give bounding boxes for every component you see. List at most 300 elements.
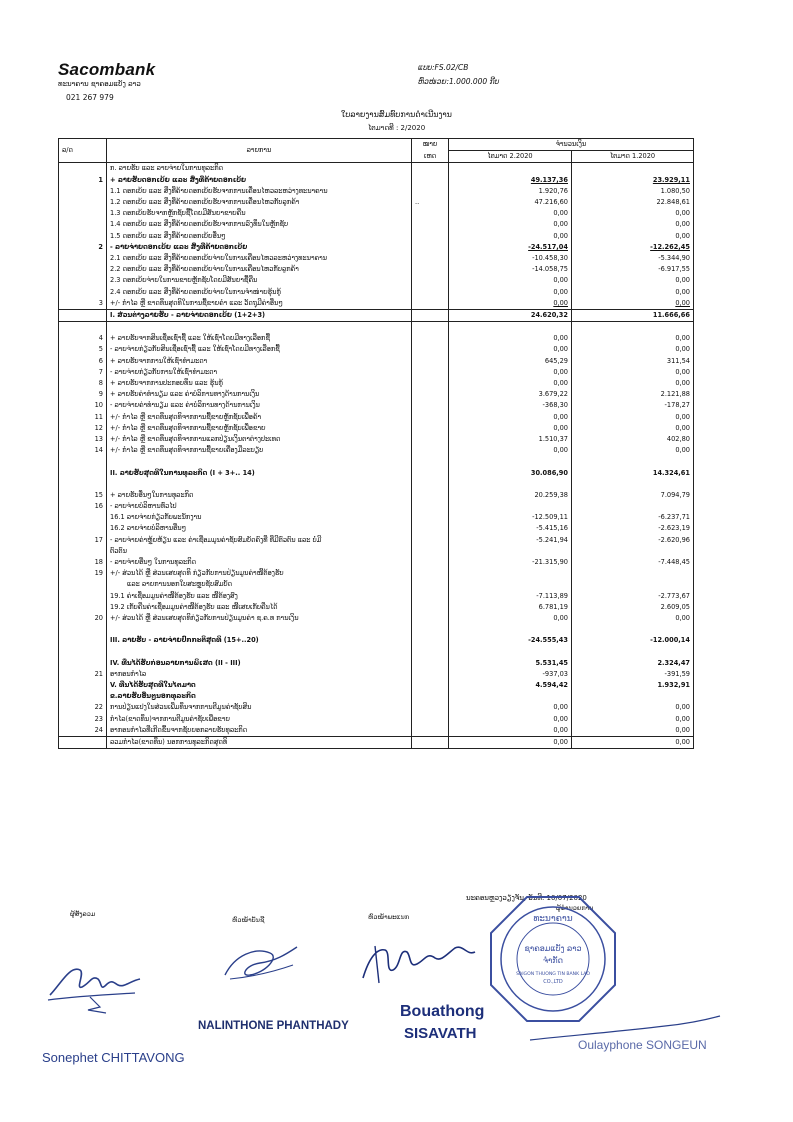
row-number (59, 197, 107, 208)
row-number (59, 646, 107, 657)
row-note (412, 389, 449, 400)
row-label: + ລາຍຮັບຄ່າທຳນຽມ ແລະ ຄ່າບໍລິການທາງດ້ານການເງິນ (107, 389, 412, 400)
unit-note: ຫົວໜ່ວຍ:1.000.000 ກີບ (418, 77, 500, 86)
table-row (59, 275, 694, 286)
row-number (59, 579, 107, 590)
row-value-q2 (449, 479, 572, 490)
table-row (59, 613, 694, 624)
signature-chief-accountant (215, 935, 305, 990)
row-number: 21 (59, 669, 107, 680)
row-value-q2: 30.086,90 (449, 467, 572, 478)
row-number: 1 (59, 175, 107, 186)
row-number: 5 (59, 344, 107, 355)
table-row (59, 322, 694, 334)
row-number (59, 736, 107, 748)
row-label: +/- ສ່ວນໄດ້ ຫຼື ສ່ວນເສຍສຸດທິກ່ຽວກັບການປ່ຽນມູນຄ່າ ຊ.ຄ.ທ ການເງິນ (107, 613, 412, 624)
row-note (412, 309, 449, 321)
row-value-q1: 23.929,11 (572, 175, 694, 186)
row-number (59, 635, 107, 646)
row-number: 9 (59, 389, 107, 400)
row-label: - ລາຍຈ່າຍກ່ຽວກັບການໃຫ້ເຊົ່າທຳມະດາ (107, 367, 412, 378)
row-note (412, 702, 449, 713)
row-label: ຂ.ລາຍຮັບອື່ນໆນອກທຸລະກິດ (107, 691, 412, 702)
row-note (412, 175, 449, 186)
row-label: II. ລາຍຮັບສຸດທິໃນການທຸລະກິດ (I + 3+.. 14) (107, 467, 412, 478)
row-label: + ລາຍຮັບຈາກສິນເຊື່ອເຊົ່າຊື້ ແລະ ໃຫ້ເຊົ່າໂດຍມີທາງເລືອກຊື້ (107, 333, 412, 344)
row-note (412, 186, 449, 197)
row-number (59, 467, 107, 478)
table-row (59, 669, 694, 680)
form-code: ແບບ:FS.02/CB (418, 63, 469, 72)
row-note (412, 501, 449, 512)
name-deputy-line-2: SISAVATH (404, 1025, 477, 1042)
row-value-q2: 6.781,19 (449, 602, 572, 613)
row-value-q2: 0,00 (449, 219, 572, 230)
row-number: 20 (59, 613, 107, 624)
row-number: 24 (59, 725, 107, 737)
row-value-q1: -391,59 (572, 669, 694, 680)
table-row (59, 175, 694, 186)
row-value-q1: 7.094,79 (572, 490, 694, 501)
table-row (59, 253, 694, 264)
name-director: Oulayphone SONGEUN (578, 1038, 707, 1052)
row-label: ລວມກຳໄລ(ຂາດທຶນ) ນອກການທຸລະກິດສຸດທິ (107, 736, 412, 748)
row-label: 19.1 ຄ່າເຊື່ອມມູນຄ່າໜີ້ຕ້ອງຮັບ ແລະ ໜີ້ຕ້ອງສົງ (107, 591, 412, 602)
row-note (412, 456, 449, 467)
table-row (59, 208, 694, 219)
row-number: 8 (59, 378, 107, 389)
table-row (59, 378, 694, 389)
row-note (412, 568, 449, 579)
table-row (59, 344, 694, 355)
row-value-q2 (449, 456, 572, 467)
bank-logo: Sacombank (58, 60, 156, 79)
row-label: - ລາຍຈ່າຍກ່ຽວກັບສິນເຊື່ອເຊົ່າຊື້ ແລະ ໃຫ້ເຊົ່າໂດຍມີທາງເລືອກຊື້ (107, 344, 412, 355)
table-row (59, 242, 694, 253)
row-number (59, 286, 107, 297)
row-label: IV. ທືນໄດ້ຮັບກ່ອນລາຍການພິເສດ (II - III) (107, 658, 412, 669)
table-row (59, 579, 694, 590)
row-value-q2: 0,00 (449, 344, 572, 355)
row-value-q2 (449, 501, 572, 512)
row-value-q1: 1.080,50 (572, 186, 694, 197)
table-row (59, 546, 694, 557)
row-value-q1: 402,80 (572, 434, 694, 445)
table-row (59, 412, 694, 423)
row-number (59, 231, 107, 242)
row-number (59, 523, 107, 534)
row-value-q2: 1.510,37 (449, 434, 572, 445)
row-number (59, 591, 107, 602)
row-label: ແລະ ລາຍການນອກໃບສະຫຼຸບຊັບສົມບັດ (107, 579, 412, 590)
row-label: 1.4 ດອກເບ້ຍ ແລະ ສິ່ງທີ່ຄ້າຍດອກເບ້ຍຮັບຈາກການລົງທຶນໃນຫຼັກຊັບ (107, 219, 412, 230)
row-number (59, 186, 107, 197)
row-label: + ລາຍຮັບອື່ນໆໃນການທຸລະກິດ (107, 490, 412, 501)
row-number: 15 (59, 490, 107, 501)
row-value-q1: -7.448,45 (572, 557, 694, 568)
row-number (59, 691, 107, 702)
row-value-q2: 0,00 (449, 286, 572, 297)
row-value-q1: 22.848,61 (572, 197, 694, 208)
row-value-q2 (449, 646, 572, 657)
table-row (59, 691, 694, 702)
table-row (59, 714, 694, 725)
row-number (59, 624, 107, 635)
label-chief-accountant: ຫົວໜ້າບັນຊີ (232, 916, 265, 924)
table-row (59, 264, 694, 275)
row-note (412, 242, 449, 253)
table-row (59, 736, 694, 748)
table-row (59, 725, 694, 737)
row-value-q2: 0,00 (449, 702, 572, 713)
income-statement-table (58, 138, 694, 749)
row-number: 18 (59, 557, 107, 568)
row-note (412, 624, 449, 635)
table-row (59, 298, 694, 310)
row-note (412, 535, 449, 546)
row-label (107, 646, 412, 657)
row-label: +/- ກຳໄລ ຫຼື ຂາດທຶນສຸດທິໃນການຊື້ຂາຍຄຳ ແລະ ວັດຖຸມີຄ່າອື່ນໆ (107, 298, 412, 310)
row-note (412, 253, 449, 264)
table-row (59, 535, 694, 546)
table-row (59, 356, 694, 367)
name-chief-accountant: NALINTHONE PHANTHADY (198, 1020, 349, 1032)
row-label: - ລາຍຈ່າຍຄ່າຫຼຸ້ຍຫ້ຽນ ແລະ ຄ່າເຊື່ອມມູນຄ່າຊັບສົມບັດຄົງທີ່ ທີ່ມີຕົວຕົນ ແລະ ບໍ່ມີ (107, 535, 412, 546)
row-value-q1: 0,00 (572, 445, 694, 456)
row-value-q2: 0,00 (449, 367, 572, 378)
row-value-q1: 2.121,88 (572, 389, 694, 400)
table-row (59, 624, 694, 635)
row-note (412, 714, 449, 725)
row-note (412, 412, 449, 423)
row-value-q2: -7.113,89 (449, 591, 572, 602)
table-row (59, 367, 694, 378)
row-note (412, 163, 449, 175)
row-note (412, 669, 449, 680)
row-value-q2 (449, 568, 572, 579)
row-label: - ລາຍຈ່າຍຄ່າທຳນຽມ ແລະ ຄ່າບໍລິການທາງດ້ານການເງິນ (107, 400, 412, 411)
row-label: +/- ສ່ວນໄດ້ ຫຼື ສ່ວນເສຍສຸດທິ ກ່ຽວກັບການປ່ຽນມູນຄ່າໜີ້ຕ້ອງຮັບ (107, 568, 412, 579)
row-value-q2: 1.920,76 (449, 186, 572, 197)
row-value-q1: -2.623,19 (572, 523, 694, 534)
row-number: 4 (59, 333, 107, 344)
row-label: + ລາຍຮັບຈາກການໃຫ້ເຊົ່າທຳມະດາ (107, 356, 412, 367)
row-note (412, 219, 449, 230)
row-value-q1 (572, 624, 694, 635)
row-number (59, 602, 107, 613)
row-value-q2: 5.531,45 (449, 658, 572, 669)
row-number: 23 (59, 714, 107, 725)
row-value-q2: 645,29 (449, 356, 572, 367)
table-row (59, 658, 694, 669)
row-value-q2: 0,00 (449, 378, 572, 389)
table-row (59, 568, 694, 579)
table-row (59, 400, 694, 411)
row-note (412, 523, 449, 534)
row-label: 19.2 ເກັບຄືນຄ່າເຊື່ອມມູນຄ່າໜີ້ຕ້ອງຮັບ ແລະ ໜີ້ເສຍເກັບຄືນໄດ້ (107, 602, 412, 613)
row-value-q2: -5.415,16 (449, 523, 572, 534)
row-value-q2: -937,03 (449, 669, 572, 680)
row-number: 14 (59, 445, 107, 456)
report-period: ໄຕມາດທີ : 2/2020 (367, 124, 426, 132)
signature-preparer (40, 955, 150, 1015)
row-value-q2 (449, 691, 572, 702)
row-value-q2 (449, 624, 572, 635)
table-row (59, 512, 694, 523)
row-label: + ລາຍຮັບດອກເບ້ຍ ແລະ ສິ່ງທີ່ຄ້າຍດອກເບ້ຍ (107, 175, 412, 186)
row-label: 2.4 ດອກເບ້ຍ ແລະ ສິ່ງທີ່ຄ້າຍດອກເບ້ຍຈ່າຍໃນການຈຳໜ່າຍຮຸ້ນກູ້ (107, 286, 412, 297)
header-q2: ໄຕມາດ 2.2020 (449, 151, 572, 163)
table-row (59, 479, 694, 490)
row-value-q1: 0,00 (572, 219, 694, 230)
row-label: - ລາຍຈ່າຍບໍລິຫານທົ່ວໄປ (107, 501, 412, 512)
table-row (59, 434, 694, 445)
row-number: 16 (59, 501, 107, 512)
row-label: - ລາຍຈ່າຍອື່ນໆ ໃນການທຸລະກິດ (107, 557, 412, 568)
row-value-q1: 0,00 (572, 613, 694, 624)
row-note (412, 646, 449, 657)
row-note (412, 591, 449, 602)
row-label: ກຳໄລ(ຂາດທຶນ)ຈາກການຕີມູນຄ່າຊັບເພື່ອຂາຍ (107, 714, 412, 725)
row-value-q1: 0,00 (572, 298, 694, 310)
stamp-ltd-text: ຈຳກັດ (542, 956, 564, 965)
row-number (59, 253, 107, 264)
row-value-q2: 0,00 (449, 208, 572, 219)
row-value-q1 (572, 646, 694, 657)
stamp-top-text: ທະນາຄານ (533, 914, 573, 924)
row-value-q1: -2.620,96 (572, 535, 694, 546)
header-no: ລ/ດ (59, 139, 107, 163)
row-value-q1: 0,00 (572, 333, 694, 344)
row-value-q1: 0,00 (572, 423, 694, 434)
table-row (59, 501, 694, 512)
row-label: +/- ກຳໄລ ຫຼື ຂາດທຶນສຸດທິຈາກການແລກປ່ຽນເງິນຕາຕ່າງປະເທດ (107, 434, 412, 445)
row-value-q2: 0,00 (449, 714, 572, 725)
row-value-q1: 14.324,61 (572, 467, 694, 478)
row-value-q2: -5.241,94 (449, 535, 572, 546)
row-value-q2: 0,00 (449, 275, 572, 286)
row-note (412, 602, 449, 613)
row-number: 2 (59, 242, 107, 253)
row-note (412, 208, 449, 219)
row-value-q1: 0,00 (572, 286, 694, 297)
row-label: ອາກອນກຳໄລທີ່ເກີດຂຶ້ນຈາກຊັບຍອກລາຍຮັບທຸລະກິດ (107, 725, 412, 737)
row-number (59, 163, 107, 175)
name-preparer: Sonephet CHITTAVONG (42, 1050, 185, 1065)
table-row (59, 680, 694, 691)
row-number (59, 309, 107, 321)
row-value-q2: -368,30 (449, 400, 572, 411)
row-note (412, 546, 449, 557)
report-title: ໃບລາຍງານສົມທົບການດຳເນີນງານ (341, 110, 452, 119)
row-label: 1.5 ດອກເບ້ຍ ແລະ ສິ່ງທີ່ຄ້າຍດອກເບ້ຍອື່ນໆ (107, 231, 412, 242)
table-row (59, 333, 694, 344)
header-item: ລາຍການ (107, 139, 412, 163)
row-note (412, 658, 449, 669)
row-note (412, 275, 449, 286)
signature-deputy (355, 928, 495, 988)
row-label: - ລາຍຈ່າຍດອກເບ້ຍ ແລະ ສິ່ງທີ່ຄ້າຍດອກເບ້ຍ (107, 242, 412, 253)
row-note (412, 512, 449, 523)
header-note-1: ໝາຍ (412, 139, 449, 151)
row-label: 1.2 ດອກເບ້ຍ ແລະ ສິ່ງທີ່ຄ້າຍດອກເບ້ຍຮັບຈາກການເຄື່ອນໄຫວກັບລູກຄ້າ (107, 197, 412, 208)
row-value-q2: 0,00 (449, 298, 572, 310)
row-note (412, 579, 449, 590)
row-value-q2: -24.517,04 (449, 242, 572, 253)
row-label: ຕົວຕົນ (107, 546, 412, 557)
row-number: 12 (59, 423, 107, 434)
row-value-q1: 0,00 (572, 367, 694, 378)
row-label: ກ. ລາຍຮັບ ແລະ ລາຍຈ່າຍໃນການທຸລະກິດ (107, 163, 412, 175)
row-value-q1: 0,00 (572, 702, 694, 713)
row-label: +/- ກຳໄລ ຫຼື ຂາດທຶນສຸດທິຈາກການຊື້ຂາຍຫຼັກຊັບເພື່ອຂາຍ (107, 423, 412, 434)
table-row (59, 591, 694, 602)
table-row (59, 456, 694, 467)
table-row (59, 286, 694, 297)
row-number: 10 (59, 400, 107, 411)
row-value-q2: -12.509,11 (449, 512, 572, 523)
row-note (412, 367, 449, 378)
row-value-q2: -21.315,90 (449, 557, 572, 568)
row-note (412, 400, 449, 411)
row-value-q1: 2.609,05 (572, 602, 694, 613)
row-note (412, 378, 449, 389)
row-value-q2: 0,00 (449, 725, 572, 737)
row-note (412, 298, 449, 310)
row-note (412, 286, 449, 297)
row-value-q1 (572, 691, 694, 702)
row-label: + ລາຍຮັບຈາກການປະກອບທຶນ ແລະ ຮຸ້ນກູ້ (107, 378, 412, 389)
row-value-q2 (449, 579, 572, 590)
row-label: I. ສ່ວນຕ່າງລາຍຮັບ - ລາຍຈ່າຍດອກເບ້ຍ (1+2+3) (107, 309, 412, 321)
name-deputy-line-1: Bouathong (400, 1003, 485, 1020)
row-value-q1 (572, 501, 694, 512)
row-label (107, 479, 412, 490)
row-value-q2: 20.259,38 (449, 490, 572, 501)
row-label: 1.1 ດອກເບ້ຍ ແລະ ສິ່ງທີ່ຄ້າຍດອກເບ້ຍຮັບຈາກການເຄື່ອນໄຫວລະຫວ່າງທະນາຄານ (107, 186, 412, 197)
row-value-q1 (572, 322, 694, 334)
row-note (412, 322, 449, 334)
label-director: ຜູ້ອຳນວຍການ (556, 904, 594, 912)
row-number (59, 219, 107, 230)
row-value-q1: 0,00 (572, 231, 694, 242)
row-value-q2: 0,00 (449, 613, 572, 624)
row-label: ການປ່ຽນແປງໃນສ່ວນເພີ່ມທຶນຈາກການຕີມູນຄ່າຊັບສິນ (107, 702, 412, 713)
row-label: 1.3 ດອກເບ້ຍຮັບຈາກຫຼັກຊັບຊື້ໂດຍມີສັນຍາຂາຍຄືນ (107, 208, 412, 219)
row-value-q2: 3.679,22 (449, 389, 572, 400)
stamp-english-text: SAIGON THUONG TIN BANK LAO (516, 972, 590, 977)
table-row (59, 231, 694, 242)
row-note (412, 333, 449, 344)
row-value-q1: -6.237,71 (572, 512, 694, 523)
date-line: ນະຄອນຫຼວງວຽງຈັນ, ວັນທີ: 10/07/2020 (466, 894, 587, 902)
bank-phone: 021 267 979 (66, 93, 114, 102)
table-row (59, 219, 694, 230)
row-value-q2 (449, 546, 572, 557)
row-value-q1: 0,00 (572, 714, 694, 725)
row-note (412, 635, 449, 646)
row-value-q1 (572, 479, 694, 490)
table-row (59, 309, 694, 321)
row-number (59, 512, 107, 523)
table-row (59, 163, 694, 175)
row-value-q2: -24.555,43 (449, 635, 572, 646)
row-value-q2: 0,00 (449, 445, 572, 456)
row-value-q2: 47.216,60 (449, 197, 572, 208)
row-number (59, 456, 107, 467)
row-note: .. (412, 197, 449, 208)
row-value-q1: 11.666,66 (572, 309, 694, 321)
bank-name-lao: ທະນາຄານ ຊາຄອມແບັງ ລາວ (58, 80, 141, 88)
header-amount: ຈຳນວນເງິນ (449, 139, 694, 151)
row-number (59, 479, 107, 490)
row-value-q1 (572, 568, 694, 579)
row-note (412, 264, 449, 275)
row-label: 2.3 ດອກເບ້ຍຈ່າຍໃນການຂາຍຫຼັກຊັບໂດຍມີສັນຍາຊື້ຄືນ (107, 275, 412, 286)
row-note (412, 557, 449, 568)
row-note (412, 434, 449, 445)
row-value-q1: 311,54 (572, 356, 694, 367)
row-label: 16.2 ລາຍຈ່າຍບໍລິຫານອື່ນໆ (107, 523, 412, 534)
row-value-q2: 0,00 (449, 423, 572, 434)
row-number (59, 680, 107, 691)
row-value-q2 (449, 322, 572, 334)
row-number: 13 (59, 434, 107, 445)
row-number: 22 (59, 702, 107, 713)
row-note (412, 231, 449, 242)
row-value-q1 (572, 546, 694, 557)
row-value-q2: 0,00 (449, 231, 572, 242)
stamp-english-text-2: CO.,LTD (543, 979, 563, 985)
row-note (412, 680, 449, 691)
row-value-q1: 0,00 (572, 736, 694, 748)
table-row (59, 490, 694, 501)
row-note (412, 613, 449, 624)
row-label: III. ລາຍຮັບ - ລາຍຈ່າຍປົກກະຕິສຸດທິ (15+..20) (107, 635, 412, 646)
row-value-q1: 2.324,47 (572, 658, 694, 669)
row-value-q1 (572, 579, 694, 590)
table-row (59, 635, 694, 646)
row-value-q2: 0,00 (449, 412, 572, 423)
row-value-q2: -10.458,30 (449, 253, 572, 264)
table-row (59, 523, 694, 534)
row-label (107, 624, 412, 635)
row-note (412, 344, 449, 355)
row-value-q1: 0,00 (572, 378, 694, 389)
row-number (59, 658, 107, 669)
row-value-q2: 49.137,36 (449, 175, 572, 186)
row-number (59, 208, 107, 219)
row-note (412, 479, 449, 490)
row-note (412, 691, 449, 702)
table-row (59, 702, 694, 713)
row-note (412, 423, 449, 434)
row-label: 16.1 ລາຍຈ່າຍກ່ຽວກັບພະນັກງານ (107, 512, 412, 523)
row-label (107, 456, 412, 467)
label-deputy: ຫົວໜ້າພະແນກ (368, 913, 410, 921)
row-note (412, 725, 449, 737)
row-value-q2: -14.058,75 (449, 264, 572, 275)
row-value-q1: -5.344,90 (572, 253, 694, 264)
header-note-2: ເຫດ (412, 151, 449, 163)
row-value-q1: -6.917,55 (572, 264, 694, 275)
row-number: 19 (59, 568, 107, 579)
table-row (59, 186, 694, 197)
row-value-q1: -178,27 (572, 400, 694, 411)
row-label (107, 322, 412, 334)
table-row (59, 197, 694, 208)
header-q1: ໄຕມາດ 1.2020 (572, 151, 694, 163)
